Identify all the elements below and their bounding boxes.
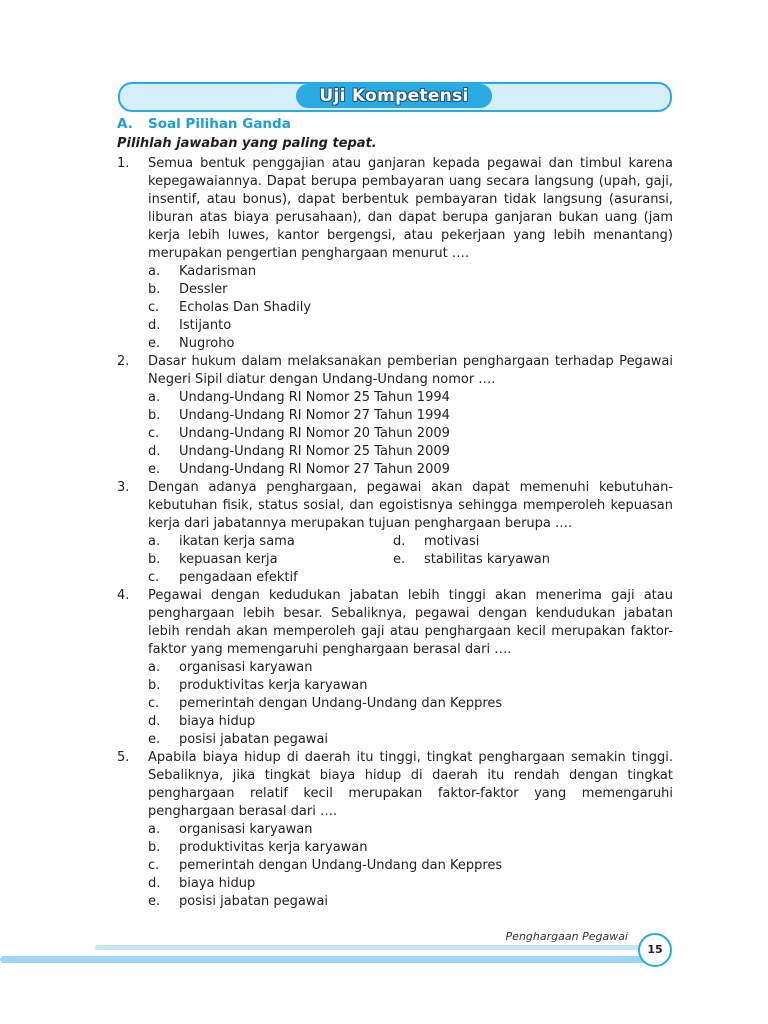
option: b. produktivitas kerja karyawan (148, 678, 368, 693)
page-number: 15 (638, 933, 672, 967)
question-text: Semua bentuk penggajian atau ganjaran kepada pegawai dan timbul karena kepegawaiannya. Dapat berupa pembayaran uang secara langsung (upah, gaji, insentif, atau bonus), dapat berbentuk pembayaran tidak langsung (asuransi, liburan atas biaya perusahaan), dan dapat berupa ganjaran bukan uang (jam kerja lebih luwes, kantor bergengsi, atau pekerjaan yang lebih menantang) merupakan pengertian penghargaan menurut …. (148, 156, 673, 261)
question-2 (117, 353, 673, 479)
question-number: 1. (117, 156, 130, 171)
option: d. Istijanto (148, 318, 232, 333)
option: a. organisasi karyawan (148, 822, 313, 837)
option-row: b. kepuasan kerja e. stabilitas karyawan (148, 552, 551, 567)
question-text: Dasar hukum dalam melaksanakan pemberian penghargaan terhadap Pegawai Negeri Sipil diatur dengan Undang-Undang nomor …. (148, 354, 673, 387)
option: e. posisi jabatan pegawai (148, 732, 329, 747)
question-text: Apabila biaya hidup di daerah itu tinggi, tingkat penghargaan semakin tinggi. Sebaliknya, jika tingkat biaya hidup di daerah itu rendah dengan tingkat penghargaan relatif kecil merupakan faktor-faktor yang memengaruhi penghargaan berasal dari …. (148, 750, 673, 819)
question-1 (117, 155, 673, 353)
question-number: 3. (117, 480, 130, 495)
option: c. Echolas Dan Shadily (148, 300, 312, 315)
option: c. pengadaan efektif (148, 570, 298, 585)
option: a. Kadarisman (148, 264, 257, 279)
option: e. Undang-Undang RI Nomor 27 Tahun 2009 (148, 462, 450, 477)
chapter-title: Penghargaan Pegawai (505, 930, 628, 943)
section-title: Soal Pilihan Ganda (148, 116, 291, 132)
option: c. pemerintah dengan Undang-Undang dan Keppres (148, 858, 503, 873)
option: a. Undang-Undang RI Nomor 25 Tahun 1994 (148, 390, 450, 405)
option: b. Dessler (148, 282, 228, 297)
option: e. posisi jabatan pegawai (148, 894, 329, 909)
option: d. biaya hidup (148, 714, 256, 729)
question-text: Dengan adanya penghargaan, pegawai akan dapat memenuhi kebutuhan-kebutuhan fisik, status sosial, dan egoistisnya sehingga memperoleh kepuasan kerja dari jabatannya merupakan tujuan penghargaan berupa …. (148, 480, 673, 531)
option: a. organisasi karyawan (148, 660, 313, 675)
option: b. Undang-Undang RI Nomor 27 Tahun 1994 (148, 408, 450, 423)
question-3 (117, 479, 673, 587)
section-number: A. (117, 116, 133, 132)
option: d. Undang-Undang RI Nomor 25 Tahun 2009 (148, 444, 450, 459)
option: e. Nugroho (148, 336, 235, 351)
question-4 (117, 587, 673, 749)
footer-divider (95, 945, 640, 950)
question-number: 2. (117, 354, 130, 369)
instruction: Pilihlah jawaban yang paling tepat. (117, 136, 377, 151)
question-number: 4. (117, 588, 130, 603)
footer-band (0, 956, 660, 963)
question-text: Pegawai dengan kedudukan jabatan lebih tinggi akan menerima gaji atau penghargaan lebih besar. Sebaliknya, pegawai dengan kendudukan jabatan lebih rendah akan memperoleh gaji atau penghargaan kecil merupakan faktor-faktor yang memengaruhi penghargaan berasal dari …. (148, 588, 673, 657)
section-heading (117, 114, 673, 134)
page-title: Uji Kompetensi (296, 84, 492, 108)
question-content (117, 114, 673, 911)
question-5 (117, 749, 673, 911)
option: c. Undang-Undang RI Nomor 20 Tahun 2009 (148, 426, 450, 441)
option: c. pemerintah dengan Undang-Undang dan Keppres (148, 696, 503, 711)
option: b. produktivitas kerja karyawan (148, 840, 368, 855)
option-row: a. ikatan kerja sama d. motivasi (148, 534, 480, 549)
option: d. biaya hidup (148, 876, 256, 891)
question-number: 5. (117, 750, 130, 765)
